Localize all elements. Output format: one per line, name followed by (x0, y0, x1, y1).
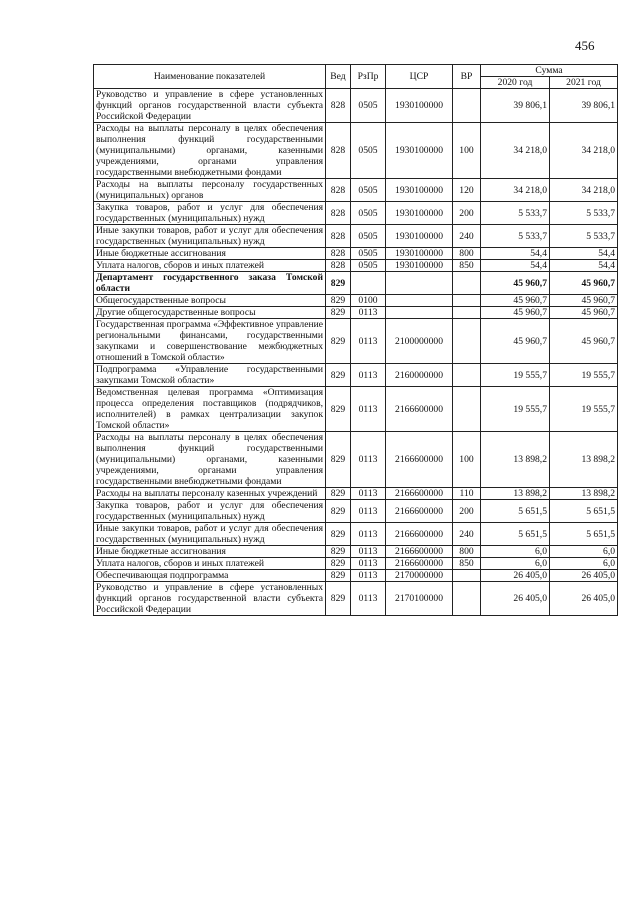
cell-csr: 2166600000 (386, 432, 453, 488)
table-row (94, 387, 618, 432)
cell-vr: 850 (453, 260, 481, 272)
cell-v2021: 45 960,7 (550, 295, 618, 307)
header-row (94, 65, 618, 77)
header-name: Наименование показателей (94, 65, 326, 89)
cell-ved: 829 (326, 488, 351, 500)
cell-ved: 828 (326, 89, 351, 123)
cell-name: Департамент государственного заказа Томской области (94, 272, 326, 295)
cell-csr (386, 307, 453, 319)
cell-v2021: 45 960,7 (550, 307, 618, 319)
cell-rzpr: 0113 (351, 582, 386, 616)
cell-rzpr: 0505 (351, 202, 386, 225)
cell-vr (453, 272, 481, 295)
cell-ved: 828 (326, 225, 351, 248)
cell-name: Иные бюджетные ассигнования (94, 248, 326, 260)
cell-v2020: 5 533,7 (481, 202, 550, 225)
table-row (94, 488, 618, 500)
cell-v2021: 19 555,7 (550, 364, 618, 387)
cell-ved: 829 (326, 500, 351, 523)
table-row (94, 546, 618, 558)
cell-name: Расходы на выплаты персоналу государственных (муниципальных) органов (94, 179, 326, 202)
cell-v2021: 6,0 (550, 558, 618, 570)
cell-rzpr: 0505 (351, 89, 386, 123)
cell-name: Общегосударственные вопросы (94, 295, 326, 307)
cell-name: Подпрограмма «Управление государственными закупками Томской области» (94, 364, 326, 387)
table-body (94, 89, 618, 616)
header-ved: Вед (326, 65, 351, 89)
cell-vr (453, 307, 481, 319)
cell-v2020: 39 806,1 (481, 89, 550, 123)
cell-vr: 100 (453, 123, 481, 179)
cell-ved: 828 (326, 202, 351, 225)
table-row (94, 523, 618, 546)
table-row (94, 558, 618, 570)
cell-v2020: 13 898,2 (481, 432, 550, 488)
cell-v2020: 45 960,7 (481, 295, 550, 307)
cell-csr: 1930100000 (386, 248, 453, 260)
cell-ved: 829 (326, 307, 351, 319)
cell-vr (453, 570, 481, 582)
cell-rzpr: 0113 (351, 488, 386, 500)
cell-vr: 800 (453, 248, 481, 260)
cell-ved: 829 (326, 582, 351, 616)
budget-table (93, 64, 618, 616)
cell-v2021: 34 218,0 (550, 123, 618, 179)
cell-ved: 829 (326, 295, 351, 307)
cell-rzpr: 0505 (351, 260, 386, 272)
cell-name: Ведомственная целевая программа «Оптимизация процесса определения поставщиков (подрядчиков, исполнителей) в рамках централизации закупок Томской области» (94, 387, 326, 432)
table-row (94, 202, 618, 225)
cell-v2021: 34 218,0 (550, 179, 618, 202)
header-2020: 2020 год (481, 77, 550, 89)
cell-v2020: 19 555,7 (481, 364, 550, 387)
cell-csr: 1930100000 (386, 260, 453, 272)
table-row (94, 295, 618, 307)
cell-v2020: 6,0 (481, 546, 550, 558)
cell-rzpr: 0113 (351, 387, 386, 432)
table-row (94, 307, 618, 319)
cell-rzpr: 0113 (351, 319, 386, 364)
cell-ved: 829 (326, 364, 351, 387)
cell-csr: 2166600000 (386, 500, 453, 523)
cell-csr: 1930100000 (386, 123, 453, 179)
cell-rzpr (351, 272, 386, 295)
cell-vr (453, 295, 481, 307)
cell-csr: 2170100000 (386, 582, 453, 616)
cell-csr: 2170000000 (386, 570, 453, 582)
cell-v2021: 6,0 (550, 546, 618, 558)
cell-v2020: 5 533,7 (481, 225, 550, 248)
cell-ved: 829 (326, 272, 351, 295)
cell-vr: 850 (453, 558, 481, 570)
cell-rzpr: 0505 (351, 225, 386, 248)
table-row (94, 570, 618, 582)
cell-rzpr: 0505 (351, 123, 386, 179)
table-row (94, 89, 618, 123)
cell-rzpr: 0505 (351, 179, 386, 202)
cell-vr (453, 582, 481, 616)
cell-vr: 800 (453, 546, 481, 558)
cell-v2021: 54,4 (550, 260, 618, 272)
cell-ved: 829 (326, 570, 351, 582)
cell-name: Закупка товаров, работ и услуг для обеспечения государственных (муниципальных) нужд (94, 500, 326, 523)
table-row (94, 364, 618, 387)
cell-vr (453, 319, 481, 364)
cell-vr (453, 89, 481, 123)
cell-name: Иные бюджетные ассигнования (94, 546, 326, 558)
cell-v2020: 13 898,2 (481, 488, 550, 500)
cell-v2021: 5 651,5 (550, 523, 618, 546)
cell-rzpr: 0113 (351, 523, 386, 546)
cell-csr: 1930100000 (386, 179, 453, 202)
header-sum: Сумма (481, 65, 618, 77)
header-rzpr: РзПр (351, 65, 386, 89)
cell-rzpr: 0113 (351, 546, 386, 558)
cell-v2021: 5 533,7 (550, 225, 618, 248)
cell-name: Расходы на выплаты персоналу в целях обеспечения выполнения функций государственными (муниципальными) органами, казенными учреждениями, органами управления государственными внебюджетными фондами (94, 123, 326, 179)
cell-rzpr: 0113 (351, 570, 386, 582)
cell-v2021: 19 555,7 (550, 387, 618, 432)
cell-ved: 829 (326, 387, 351, 432)
cell-vr: 240 (453, 523, 481, 546)
cell-csr (386, 295, 453, 307)
cell-ved: 829 (326, 546, 351, 558)
cell-name: Расходы на выплаты персоналу казенных учреждений (94, 488, 326, 500)
table-row (94, 272, 618, 295)
cell-name: Руководство и управление в сфере установленных функций органов государственной власти субъекта Российской Федерации (94, 582, 326, 616)
cell-v2020: 54,4 (481, 260, 550, 272)
cell-v2021: 13 898,2 (550, 432, 618, 488)
cell-ved: 828 (326, 260, 351, 272)
cell-ved: 829 (326, 558, 351, 570)
header-2021: 2021 год (550, 77, 618, 89)
cell-vr: 200 (453, 202, 481, 225)
cell-ved: 828 (326, 123, 351, 179)
cell-csr: 2166600000 (386, 558, 453, 570)
cell-v2020: 34 218,0 (481, 123, 550, 179)
cell-csr: 1930100000 (386, 202, 453, 225)
header-csr: ЦСР (386, 65, 453, 89)
cell-v2021: 5 533,7 (550, 202, 618, 225)
cell-vr (453, 364, 481, 387)
cell-v2020: 34 218,0 (481, 179, 550, 202)
cell-ved: 829 (326, 523, 351, 546)
cell-vr: 120 (453, 179, 481, 202)
cell-v2020: 5 651,5 (481, 500, 550, 523)
cell-vr (453, 387, 481, 432)
header-vr: ВР (453, 65, 481, 89)
cell-ved: 829 (326, 319, 351, 364)
table-row (94, 500, 618, 523)
cell-name: Государственная программа «Эффективное управление региональными финансами, государственными закупками и совершенствование межбюджетных отношений в Томской области» (94, 319, 326, 364)
cell-rzpr: 0505 (351, 248, 386, 260)
cell-csr: 2166600000 (386, 546, 453, 558)
cell-name: Иные закупки товаров, работ и услуг для обеспечения государственных (муниципальных) нужд (94, 225, 326, 248)
table-row (94, 248, 618, 260)
cell-v2021: 5 651,5 (550, 500, 618, 523)
page-number: 456 (575, 38, 595, 53)
cell-vr: 240 (453, 225, 481, 248)
cell-ved: 829 (326, 432, 351, 488)
cell-v2021: 39 806,1 (550, 89, 618, 123)
cell-v2021: 26 405,0 (550, 570, 618, 582)
cell-v2020: 5 651,5 (481, 523, 550, 546)
table-row (94, 432, 618, 488)
table-row (94, 179, 618, 202)
cell-v2020: 6,0 (481, 558, 550, 570)
cell-csr: 2100000000 (386, 319, 453, 364)
table-row (94, 260, 618, 272)
cell-csr: 2166600000 (386, 488, 453, 500)
cell-v2020: 19 555,7 (481, 387, 550, 432)
cell-v2020: 45 960,7 (481, 272, 550, 295)
cell-v2020: 26 405,0 (481, 570, 550, 582)
cell-v2020: 45 960,7 (481, 319, 550, 364)
cell-csr: 1930100000 (386, 225, 453, 248)
cell-rzpr: 0113 (351, 558, 386, 570)
cell-name: Расходы на выплаты персоналу в целях обеспечения выполнения функций государственными (муниципальными) органами, казенными учреждениями, органами управления государственными внебюджетными фондами (94, 432, 326, 488)
cell-v2021: 26 405,0 (550, 582, 618, 616)
cell-name: Другие общегосударственные вопросы (94, 307, 326, 319)
cell-vr: 200 (453, 500, 481, 523)
cell-csr: 2160000000 (386, 364, 453, 387)
cell-rzpr: 0113 (351, 500, 386, 523)
cell-rzpr: 0100 (351, 295, 386, 307)
cell-ved: 828 (326, 179, 351, 202)
cell-name: Руководство и управление в сфере установленных функций органов государственной власти субъекта Российской Федерации (94, 89, 326, 123)
cell-v2021: 54,4 (550, 248, 618, 260)
cell-name: Уплата налогов, сборов и иных платежей (94, 260, 326, 272)
cell-vr: 110 (453, 488, 481, 500)
cell-csr (386, 272, 453, 295)
cell-rzpr: 0113 (351, 364, 386, 387)
cell-csr: 2166600000 (386, 387, 453, 432)
table-row (94, 225, 618, 248)
table-row (94, 319, 618, 364)
cell-name: Уплата налогов, сборов и иных платежей (94, 558, 326, 570)
table-row (94, 582, 618, 616)
cell-name: Иные закупки товаров, работ и услуг для обеспечения государственных (муниципальных) нужд (94, 523, 326, 546)
cell-name: Закупка товаров, работ и услуг для обеспечения государственных (муниципальных) нужд (94, 202, 326, 225)
cell-rzpr: 0113 (351, 432, 386, 488)
cell-v2021: 45 960,7 (550, 319, 618, 364)
cell-rzpr: 0113 (351, 307, 386, 319)
cell-v2020: 54,4 (481, 248, 550, 260)
cell-v2020: 26 405,0 (481, 582, 550, 616)
cell-v2020: 45 960,7 (481, 307, 550, 319)
cell-csr: 2166600000 (386, 523, 453, 546)
cell-name: Обеспечивающая подпрограмма (94, 570, 326, 582)
table-row (94, 123, 618, 179)
cell-v2021: 13 898,2 (550, 488, 618, 500)
cell-vr: 100 (453, 432, 481, 488)
cell-ved: 828 (326, 248, 351, 260)
cell-csr: 1930100000 (386, 89, 453, 123)
cell-v2021: 45 960,7 (550, 272, 618, 295)
